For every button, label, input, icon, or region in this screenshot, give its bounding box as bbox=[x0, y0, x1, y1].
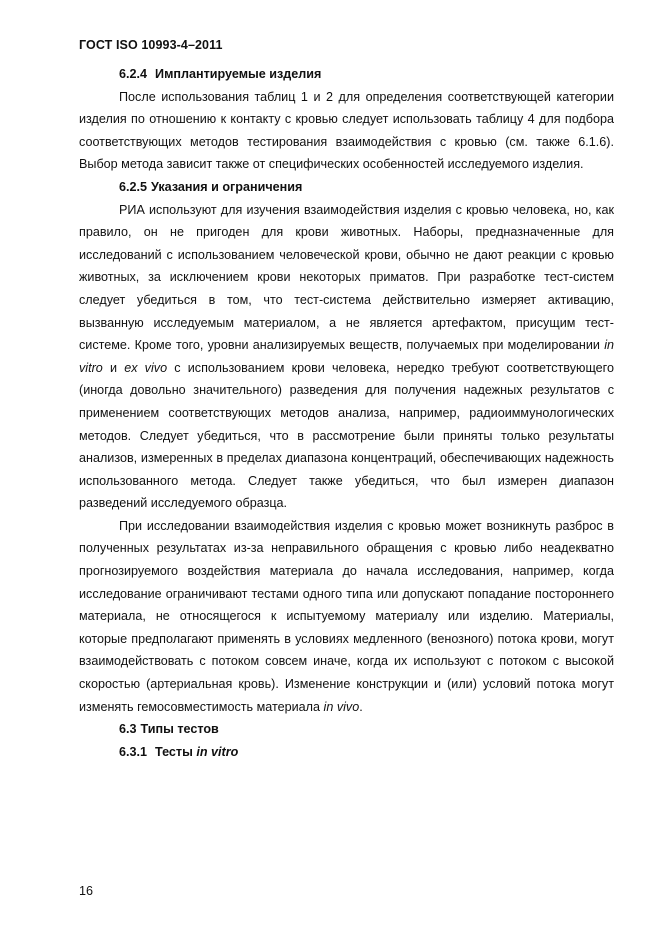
text-run-italic: in vitro bbox=[79, 338, 614, 375]
paragraph-ria-limitations bbox=[79, 199, 614, 515]
section-title: Типы тестов bbox=[140, 722, 219, 737]
section-title: Тесты bbox=[155, 744, 197, 759]
section-title: Указания и ограничения bbox=[151, 179, 303, 194]
paragraph-blood-interaction-variance bbox=[79, 515, 614, 718]
text-run: и bbox=[102, 360, 125, 375]
text-run: . bbox=[359, 699, 363, 714]
section-heading-6-3-1 bbox=[79, 741, 614, 764]
text-run-italic: ex vivo bbox=[124, 360, 168, 375]
section-number: 6.2.5 bbox=[119, 179, 148, 194]
section-heading-6-2-5 bbox=[79, 176, 614, 199]
section-number: 6.3 bbox=[119, 722, 137, 737]
section-title-italic: in vitro bbox=[196, 744, 239, 759]
text-run: При исследовании взаимодействия изделия с кровью может возникнуть разброс в полученных результатах из-за неправильного обращения с кровью либо неадекватно прогнозируемого воздействия материала до начала исследования, например, когда исследование ограничивают тестами одного типа или допускают попадание постороннего материала, не относящегося к испытуемому материалу или изделию. Материалы, которые предполагают применять в условиях медленного (венозного) потока крови, могут взаимодействовать с потоком совсем иначе, когда их используют с потоком с высокой скоростью (артериальная кровь). Изменение конструкции и (или) условий потока могут изменять гемосовместимость материала bbox=[79, 518, 614, 714]
text-run: РИА используют для изучения взаимодействия изделия с кровью человека, но, как правило, он не пригоден для крови животных. Наборы, предназначенные для исследований с использованием человеческой крови, обычно не дают реакции с кровью животных, за исключением крови некоторых приматов. При разработке тест-систем следует убедиться в том, что тест-система действительно измеряет активацию, вызванную исследуемым материалом, а не является артефактом, присущим тест-системе. Кроме того, уровни анализируемых веществ, получаемых при моделировании bbox=[79, 202, 614, 353]
paragraph-implantable-devices: После использования таблиц 1 и 2 для определения соответствующей категории изделия по отношению к контакту с кровью следует использовать таблицу 4 для подбора соответствующих методов тестирования взаимодействия с кровью (см. также 6.1.6). Выбор метода зависит также от специфических особенностей исследуемого изделия. bbox=[79, 89, 614, 172]
section-title: Имплантируемые изделия bbox=[155, 67, 322, 81]
page-body bbox=[79, 63, 614, 763]
section-heading-6-3 bbox=[79, 718, 614, 741]
page-number: 16 bbox=[79, 884, 94, 898]
section-number: 6.2.4 bbox=[119, 67, 148, 81]
section-number: 6.3.1 bbox=[119, 744, 148, 759]
text-run: с использованием крови человека, нередко требуют соответствующего (иногда довольно значительного) разведения для получения надежных результатов с применением соответствующих методов анализа, например, радиоиммунологических методов. Следует убедиться, что в рассмотрение были приняты только результаты анализов, измеренных в пределах диапазона концентраций, обеспечивающих надежность использованного метода. Следует также убедиться, что был измерен диапазон разведений исследуемого образца. bbox=[79, 360, 614, 511]
standard-header: ГОСТ ISO 10993-4–2011 bbox=[79, 38, 223, 52]
text-run-italic: in vivo bbox=[323, 699, 360, 714]
section-heading-6-2-4 bbox=[79, 63, 614, 86]
